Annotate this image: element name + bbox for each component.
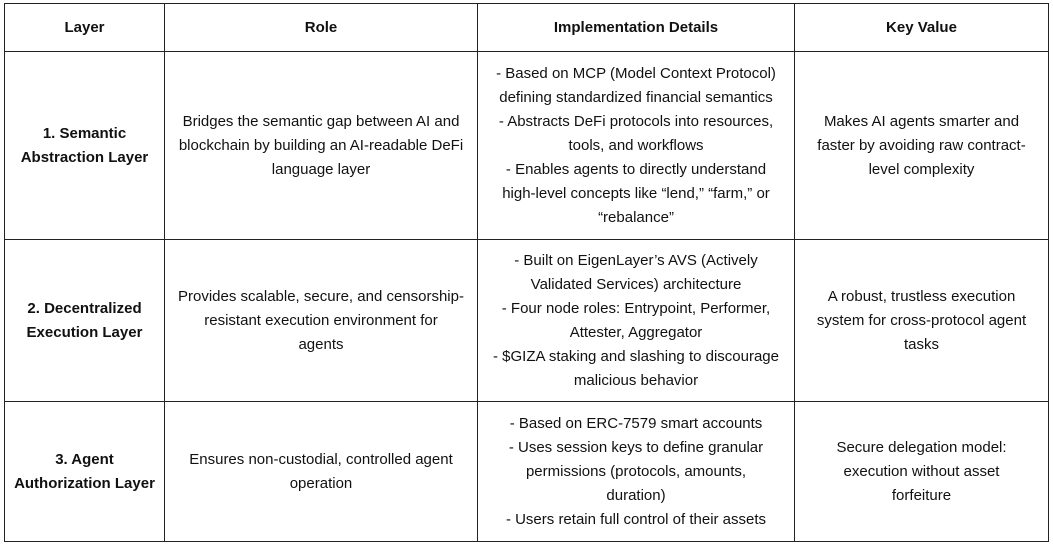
- cell-line: level complexity: [868, 160, 975, 178]
- cell-line: malicious behavior: [573, 371, 699, 389]
- details-cell: [478, 240, 795, 402]
- cell-line: language layer: [271, 160, 371, 178]
- table-row: [5, 52, 1049, 240]
- column-header-role: Role: [165, 4, 478, 52]
- cell-line: operation: [289, 474, 353, 492]
- layer-cell: [5, 52, 165, 240]
- value-cell: [795, 402, 1049, 542]
- cell-line: - Users retain full control of their assets: [505, 510, 767, 528]
- cell-line: Abstraction Layer: [20, 148, 149, 166]
- cell-line: Authorization Layer: [14, 474, 155, 492]
- cell-line: 3. Agent: [55, 450, 114, 468]
- cell-line: Bridges the semantic gap between AI and: [182, 112, 460, 130]
- cell-line: Provides scalable, secure, and censorship-: [178, 287, 464, 305]
- cell-line: - Based on ERC-7579 smart accounts: [509, 414, 763, 432]
- cell-line: Attester, Aggregator: [569, 323, 703, 341]
- cell-line: tools, and workflows: [568, 136, 704, 154]
- cell-line: - Four node roles: Entrypoint, Performer,: [501, 299, 771, 317]
- cell-line: execution without asset: [843, 462, 1000, 480]
- column-header-layer: Layer: [5, 4, 165, 52]
- cell-line: 1. Semantic: [42, 124, 127, 142]
- cell-line: tasks: [903, 335, 939, 353]
- cell-line: faster by avoiding raw contract-: [817, 136, 1026, 154]
- cell-line: - Abstracts DeFi protocols into resources,: [498, 112, 774, 130]
- layer-cell: [5, 240, 165, 402]
- cell-line: system for cross-protocol agent: [816, 311, 1027, 329]
- cell-line: high-level concepts like “lend,” “farm,” or: [502, 184, 770, 202]
- cell-line: permissions (protocols, amounts,: [525, 462, 747, 480]
- column-header-key-value: Key Value: [795, 4, 1049, 52]
- cell-line: - Uses session keys to define granular: [508, 438, 764, 456]
- cell-line: - Enables agents to directly understand: [505, 160, 767, 178]
- layers-table: [4, 3, 1049, 542]
- cell-line: Makes AI agents smarter and: [823, 112, 1020, 130]
- cell-line: forfeiture: [891, 486, 952, 504]
- role-cell: [165, 402, 478, 542]
- cell-line: defining standardized financial semantics: [499, 88, 773, 106]
- cell-line: Ensures non-custodial, controlled agent: [189, 450, 453, 468]
- cell-line: agents: [298, 335, 344, 353]
- role-cell: [165, 240, 478, 402]
- cell-line: - $GIZA staking and slashing to discourage: [493, 347, 779, 365]
- role-cell: [165, 52, 478, 240]
- details-cell: [478, 402, 795, 542]
- details-cell: [478, 52, 795, 240]
- cell-line: Execution Layer: [26, 323, 143, 341]
- table-row: [5, 402, 1049, 542]
- cell-line: - Based on MCP (Model Context Protocol): [496, 64, 776, 82]
- cell-line: 2. Decentralized: [27, 299, 142, 317]
- cell-line: blockchain by building an AI-readable DeFi: [178, 136, 464, 154]
- cell-line: - Built on EigenLayer’s AVS (Actively: [514, 251, 758, 269]
- table-header-row: [5, 4, 1049, 52]
- cell-line: “rebalance”: [598, 208, 674, 226]
- column-header-implementation-details: Implementation Details: [478, 4, 795, 52]
- cell-line: duration): [606, 486, 666, 504]
- cell-line: A robust, trustless execution: [827, 287, 1016, 305]
- layer-cell: [5, 402, 165, 542]
- cell-line: Secure delegation model:: [836, 438, 1007, 456]
- cell-line: resistant execution environment for: [204, 311, 438, 329]
- value-cell: [795, 52, 1049, 240]
- value-cell: [795, 240, 1049, 402]
- cell-line: Validated Services) architecture: [530, 275, 742, 293]
- table-row: [5, 240, 1049, 402]
